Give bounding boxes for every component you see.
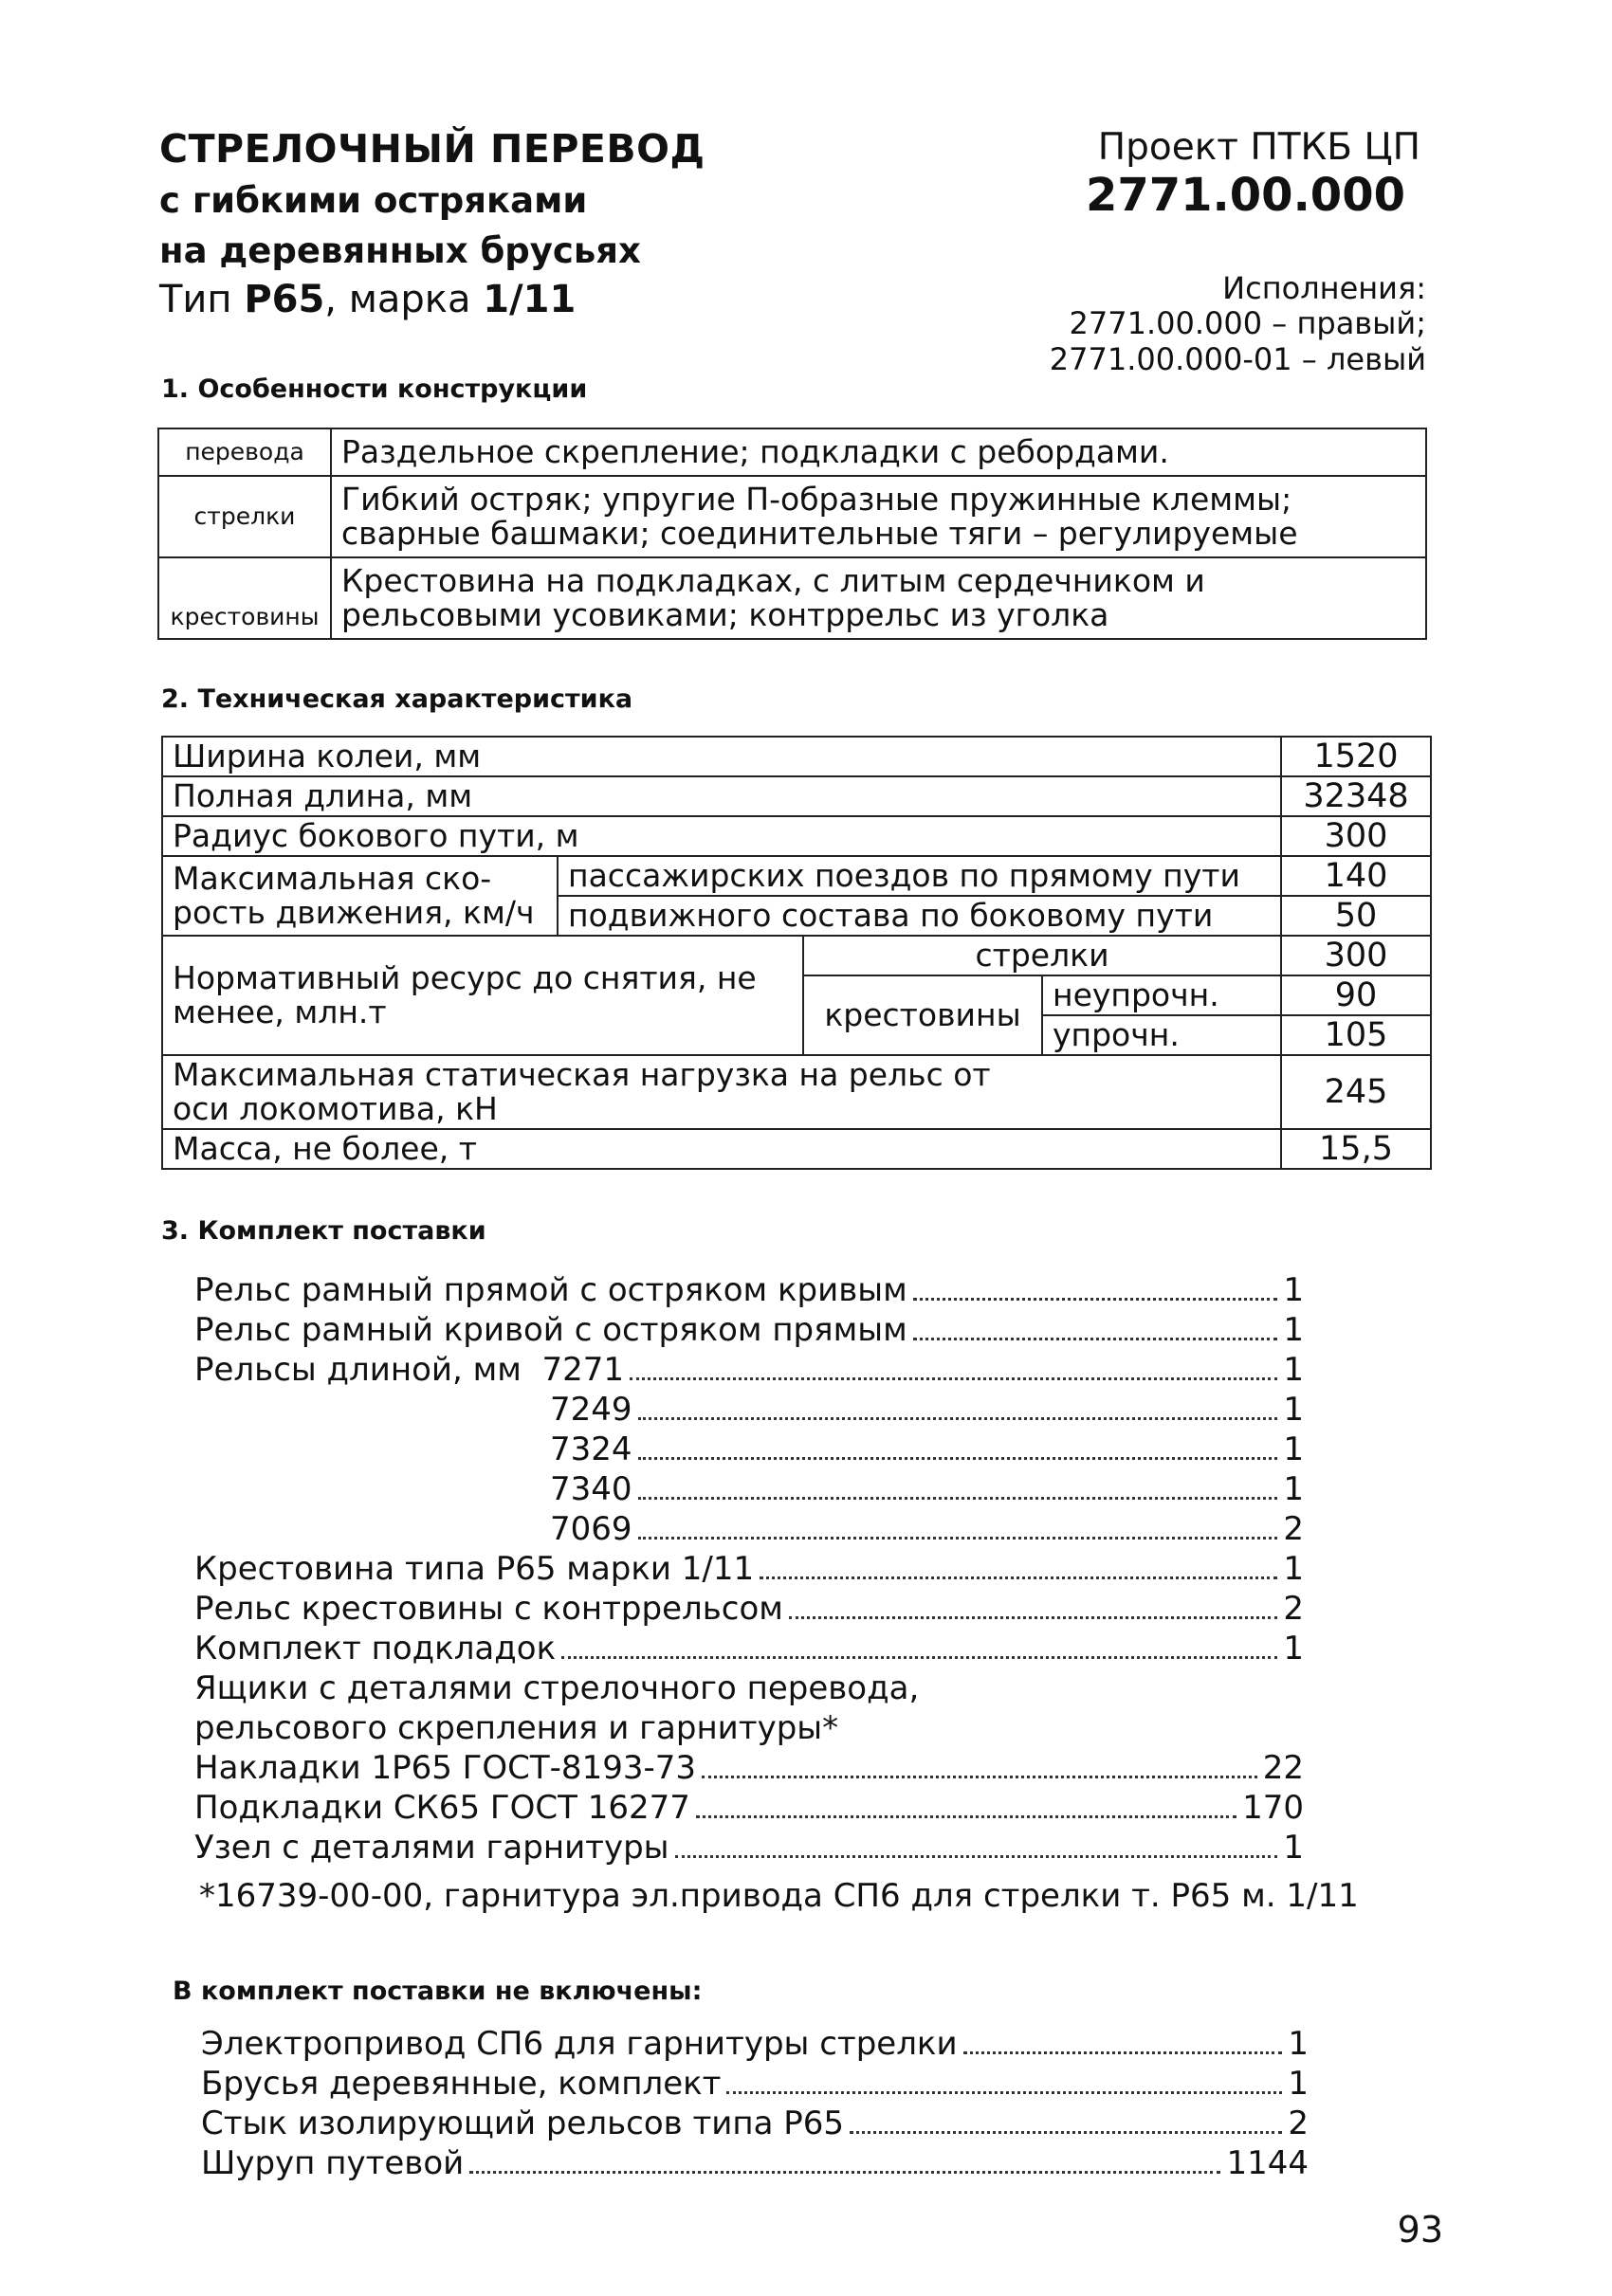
- mark-value: 1/11: [483, 278, 577, 321]
- list-item: [194, 1788, 1304, 1828]
- item-text: Накладки 1Р65 ГОСТ-8193-73: [194, 1749, 696, 1787]
- radius-value: 300: [1281, 816, 1431, 856]
- project-label: Проект ПТКБ ЦП: [1097, 126, 1420, 169]
- resource-unhard-label: неупрочн.: [1042, 975, 1281, 1015]
- leader-dots: [638, 1457, 1278, 1460]
- table-row: [162, 1129, 1431, 1169]
- item-text: рельсового скрепления и гарнитуры*: [194, 1709, 839, 1747]
- section-2-heading: 2. Техническая характеристика: [161, 684, 633, 714]
- leader-dots: [913, 1338, 1278, 1340]
- title-type-line: [159, 278, 576, 321]
- feature-text: Крестовина на подкладках, с литым сердечником и рельсовыми усовиками; контррельс из уголка: [331, 557, 1426, 639]
- page-number: 93: [1397, 2209, 1443, 2250]
- item-text: Шуруп путевой: [201, 2144, 465, 2182]
- item-text: 7340: [550, 1470, 632, 1508]
- leader-dots: [630, 1377, 1277, 1380]
- list-item: [194, 1748, 1304, 1788]
- execution-right: 2771.00.000 – правый;: [1069, 305, 1426, 341]
- item-qty: 1: [1283, 1351, 1304, 1389]
- item-qty: 1: [1283, 1311, 1304, 1349]
- item-text: Стык изолирующий рельсов типа Р65: [201, 2105, 845, 2142]
- item-qty: 1: [1288, 2065, 1309, 2103]
- feature-row: [158, 428, 1426, 476]
- executions-label: Исполнения:: [1222, 270, 1426, 306]
- item-qty: 1: [1288, 2025, 1309, 2063]
- item-qty: 1: [1283, 1470, 1304, 1508]
- item-qty: 2: [1288, 2105, 1309, 2142]
- speed-main-value: 140: [1281, 856, 1431, 896]
- item-qty: 2: [1283, 1510, 1304, 1548]
- item-qty: 1: [1283, 1829, 1304, 1867]
- item-text: Рельс рамный прямой с остряком кривым: [194, 1271, 907, 1309]
- resource-hard-value: 105: [1281, 1015, 1431, 1055]
- item-text: Узел с деталями гарнитуры: [194, 1829, 669, 1867]
- list-item: [194, 1310, 1304, 1350]
- not-included-heading: В комплект поставки не включены:: [173, 1977, 703, 2006]
- item-qty: 1: [1283, 1430, 1304, 1468]
- length-label: Полная длина, мм: [162, 776, 1281, 816]
- footnote: *16739-00-00, гарнитура эл.привода СП6 для стрелки т. Р65 м. 1/11: [199, 1877, 1359, 1915]
- list-item: [194, 1828, 1304, 1868]
- leader-dots: [638, 1537, 1278, 1540]
- length-value: 32348: [1281, 776, 1431, 816]
- list-item: [550, 1390, 1304, 1430]
- list-item: [194, 1549, 1304, 1589]
- title-subtitle-1: с гибкими остряками: [159, 180, 588, 221]
- table-row: [162, 856, 1431, 896]
- list-item: [550, 1469, 1304, 1509]
- list-item: [201, 2143, 1309, 2183]
- type-value: Р65: [244, 278, 325, 321]
- item-qty: 22: [1262, 1749, 1304, 1787]
- resource-hard-label: упрочн.: [1042, 1015, 1281, 1055]
- feature-label: крестовины: [158, 557, 331, 639]
- item-qty: 1: [1283, 1630, 1304, 1667]
- feature-label: перевода: [158, 428, 331, 476]
- feature-row: [158, 476, 1426, 557]
- execution-left: 2771.00.000-01 – левый: [1049, 341, 1426, 377]
- table-row: [162, 776, 1431, 816]
- table-row: [162, 1055, 1431, 1129]
- table-row: [162, 737, 1431, 776]
- title-subtitle-2: на деревянных брусьях: [159, 230, 641, 271]
- item-text: Брусья деревянные, комплект: [201, 2065, 722, 2103]
- delivery-set-list: [194, 1270, 1304, 1877]
- leader-dots: [638, 1417, 1278, 1420]
- list-item: [201, 2064, 1309, 2104]
- item-text: Крестовина типа Р65 марки 1/11: [194, 1550, 755, 1588]
- leader-dots: [789, 1616, 1277, 1619]
- leader-dots: [760, 1576, 1277, 1579]
- speed-side-value: 50: [1281, 896, 1431, 936]
- item-qty: 1: [1283, 1271, 1304, 1309]
- item-text: Рельс крестовины с контррельсом: [194, 1590, 783, 1628]
- not-included-list: [201, 2024, 1309, 2195]
- resource-label: Нормативный ресурс до снятия, не менее, млн.т: [162, 936, 803, 1055]
- leader-dots: [913, 1298, 1278, 1301]
- item-qty: 1: [1283, 1391, 1304, 1429]
- item-text: Ящики с деталями стрелочного перевода,: [194, 1669, 920, 1707]
- leader-dots: [469, 2171, 1220, 2174]
- item-text: Рельсы длиной, мм 7271: [194, 1351, 625, 1389]
- list-item: [194, 1589, 1304, 1629]
- leader-dots: [561, 1656, 1277, 1659]
- section-3-heading: 3. Комплект поставки: [161, 1216, 486, 1246]
- item-qty: 1: [1283, 1550, 1304, 1588]
- item-qty: 1144: [1226, 2144, 1309, 2182]
- gauge-value: 1520: [1281, 737, 1431, 776]
- type-prefix: Тип: [159, 278, 232, 321]
- speed-label: Максимальная ско-рость движения, км/ч: [162, 856, 558, 936]
- resource-unhard-value: 90: [1281, 975, 1431, 1015]
- item-text: 7069: [550, 1510, 632, 1548]
- leader-dots: [638, 1497, 1278, 1500]
- list-item: [194, 1350, 1304, 1390]
- speed-main-label: пассажирских поездов по прямому пути: [558, 856, 1281, 896]
- item-text: Рельс рамный кривой с остряком прямым: [194, 1311, 907, 1349]
- mark-prefix: , марка: [324, 278, 471, 321]
- section-1-heading: 1. Особенности конструкции: [161, 374, 588, 404]
- resource-frog-label: крестовины: [803, 975, 1042, 1055]
- leader-dots: [702, 1776, 1257, 1778]
- item-text: Комплект подкладок: [194, 1630, 557, 1667]
- leader-dots: [850, 2131, 1282, 2134]
- list-item: [194, 1629, 1304, 1668]
- load-value: 245: [1281, 1055, 1431, 1129]
- feature-text: Раздельное скрепление; подкладки с ребордами.: [331, 428, 1426, 476]
- table-row: [162, 936, 1431, 975]
- list-item: [194, 1270, 1304, 1310]
- list-item: [550, 1430, 1304, 1469]
- table-row: [162, 816, 1431, 856]
- leader-dots: [726, 2091, 1282, 2094]
- mass-value: 15,5: [1281, 1129, 1431, 1169]
- resource-switch-label: стрелки: [803, 936, 1281, 975]
- item-qty: 170: [1242, 1789, 1304, 1827]
- radius-label: Радиус бокового пути, м: [162, 816, 1281, 856]
- list-item: [194, 1668, 919, 1708]
- leader-dots: [696, 1815, 1236, 1818]
- list-item: [201, 2104, 1309, 2143]
- design-features-table: [157, 428, 1427, 640]
- feature-label: стрелки: [158, 476, 331, 557]
- list-item: [201, 2024, 1309, 2064]
- list-item: [194, 1708, 838, 1748]
- feature-row: [158, 557, 1426, 639]
- feature-text: Гибкий остряк; упругие П-образные пружинные клеммы; сварные башмаки; соединительные тяги – регулируемые: [331, 476, 1426, 557]
- list-item: [550, 1509, 1304, 1549]
- item-text: 7324: [550, 1430, 632, 1468]
- load-label: Максимальная статическая нагрузка на рельс от оси локомотива, кН: [162, 1055, 1281, 1129]
- speed-side-label: подвижного состава по боковому пути: [558, 896, 1281, 936]
- item-text: Электропривод СП6 для гарнитуры стрелки: [201, 2025, 958, 2063]
- item-text: Подкладки СК65 ГОСТ 16277: [194, 1789, 690, 1827]
- mass-label: Масса, не более, т: [162, 1129, 1281, 1169]
- leader-dots: [675, 1855, 1278, 1858]
- technical-characteristics-table: [161, 736, 1432, 1170]
- leader-dots: [963, 2051, 1283, 2054]
- resource-switch-value: 300: [1281, 936, 1431, 975]
- item-text: 7249: [550, 1391, 632, 1429]
- gauge-label: Ширина колеи, мм: [162, 737, 1281, 776]
- item-qty: 2: [1283, 1590, 1304, 1628]
- project-code: 2771.00.000: [1085, 169, 1405, 222]
- document-title: СТРЕЛОЧНЫЙ ПЕРЕВОД: [159, 126, 705, 172]
